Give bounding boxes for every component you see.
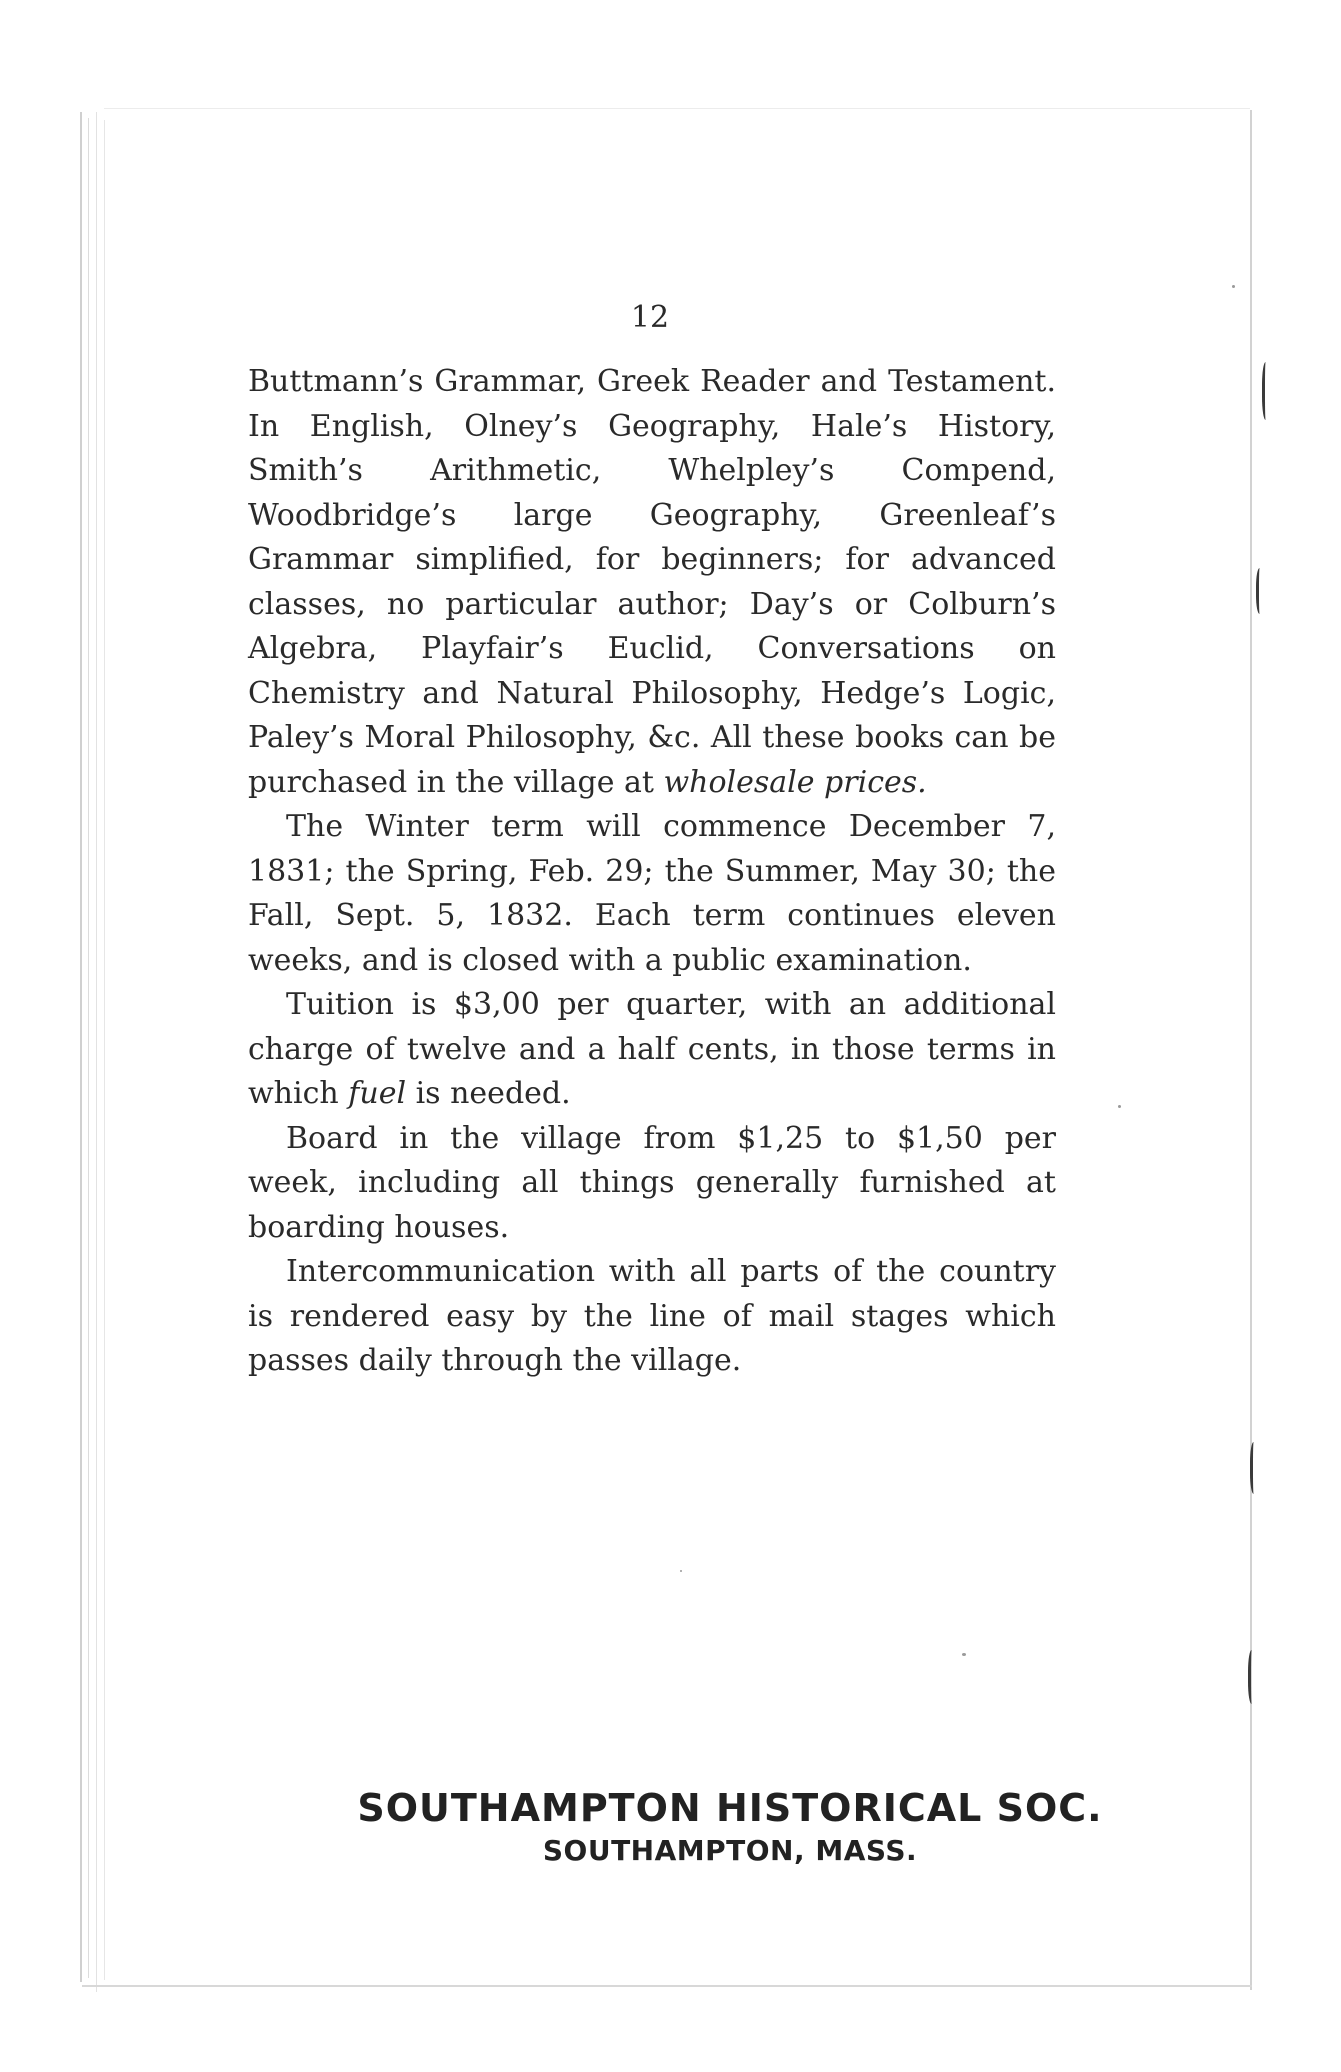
paragraph-books-text: Buttmann’s Grammar, Greek Reader and Testament. In English, Olney’s Geography, Hale’s History, Smith’s Arithmetic, Whelpley’s Compend, Woodbridge’s large Geography, Greenleaf’s Grammar simplified, for beginners; for advanced classes, no particular author; Day’s or Colburn’s Algebra, Playfair’s Euclid, Conversations on Chemistry and Natural Philosophy, Hedge’s Logic, Paley’s Moral Philosophy, &c. All these books can be purchased in the village at [248,364,1056,800]
paragraph-board: Board in the village from $1,25 to $1,50 per week, including all things generally furnished at boarding houses. [248,1120,1056,1245]
scan-speck [962,1653,966,1656]
paragraph-tuition-text: Tuition is $3,00 per quarter, with an additional charge of twelve and a half cents, in those terms in which [248,987,1056,1111]
page-edge-top [104,108,1250,109]
paragraph-books [248,360,1056,805]
scan-speck [680,1570,682,1572]
stamp-line-location: SOUTHAMPTON, MASS. [542,1834,918,1867]
paragraph-tuition-end: is needed. [406,1076,571,1111]
body-text [248,360,1056,1384]
paragraph-tuition [248,983,1056,1117]
paragraph-terms: The Winter term will commence December 7, 1831; the Spring, Feb. 29; the Summer, May 30; the Fall, Sept. 5, 1832. Each term continues eleven weeks, and is closed with a public examination. [248,809,1056,978]
page-number: 12 [630,300,670,335]
historical-society-stamp [300,1785,1160,1871]
page-edge-left [104,120,105,1980]
paragraph-communication: Intercommunication with all parts of the country is rendered easy by the line of mail stages which passes daily through the village. [248,1254,1056,1378]
page-edge-left [96,112,97,1992]
binding-stitch-mark [1256,568,1265,614]
page-edge-left [80,112,82,1982]
stamp-line-society: SOUTHAMPTON HISTORICAL SOC. [357,1786,1103,1830]
page-edge-right [1250,110,1252,1990]
page-edge-bottom [82,1985,1252,1987]
binding-stitch-mark [1248,1650,1257,1704]
binding-stitch-mark [1250,1442,1259,1494]
scan-speck [1118,1105,1121,1108]
scan-speck [1232,285,1235,288]
binding-stitch-mark [1262,362,1271,420]
paragraph-books-italic: wholesale prices. [663,764,927,800]
page-edge-left [88,118,89,1978]
paragraph-tuition-italic: fuel [348,1076,407,1111]
